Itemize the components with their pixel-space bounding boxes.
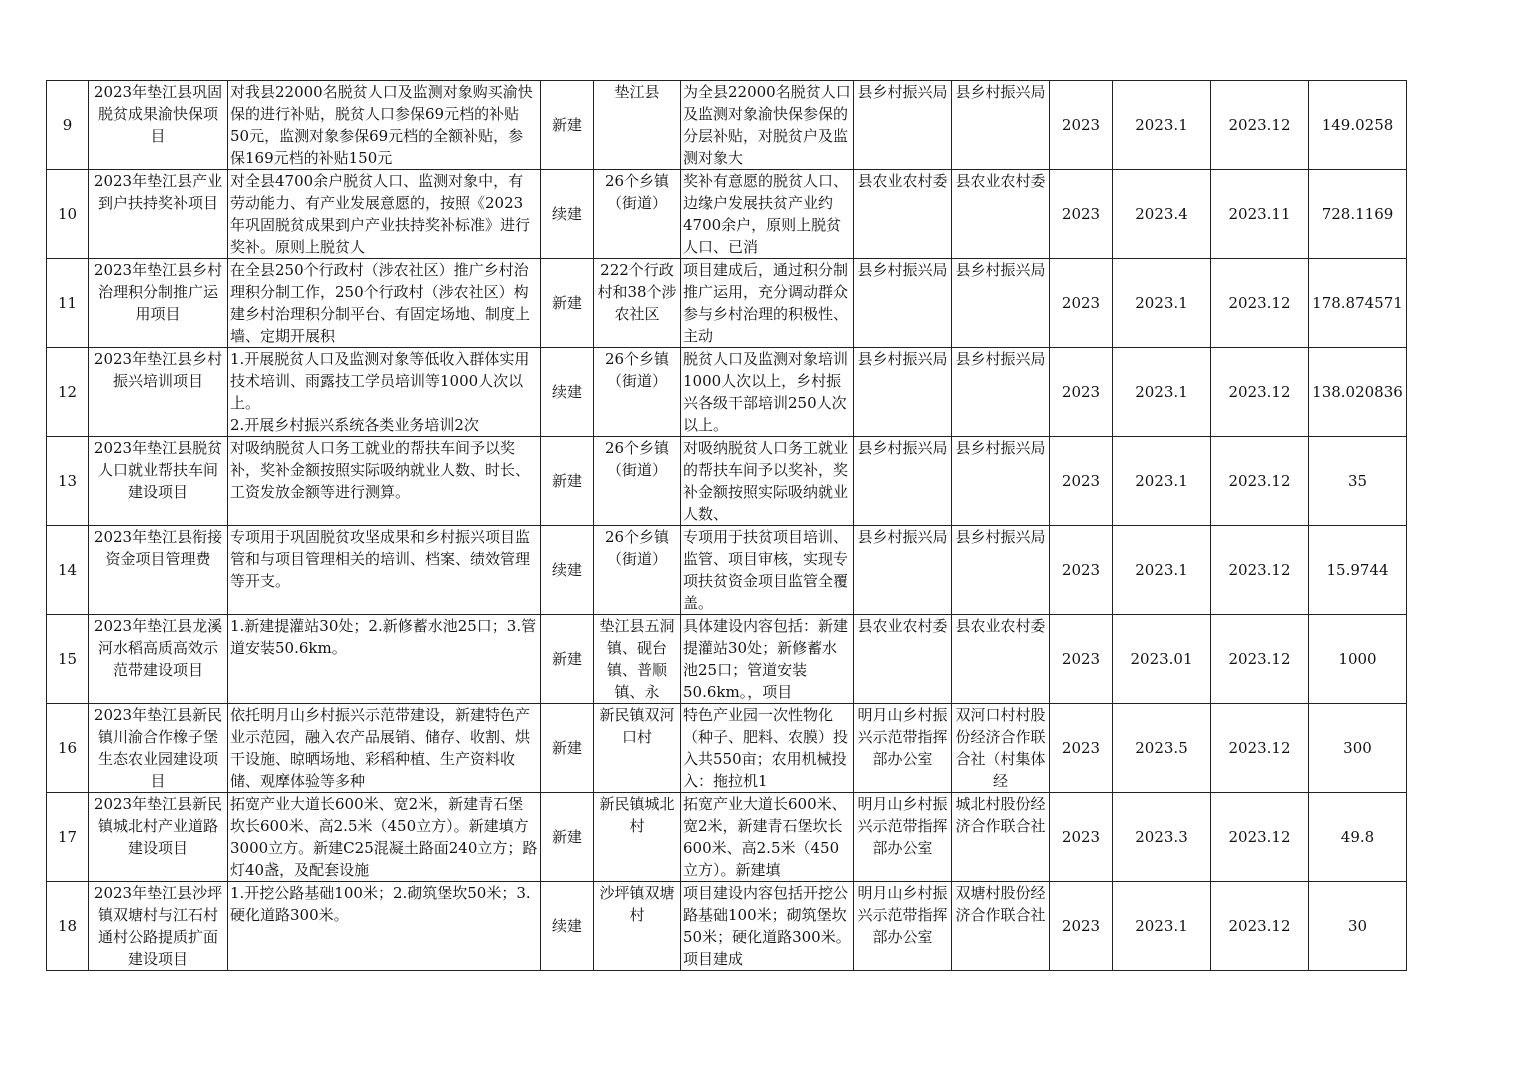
responsible-unit (854, 793, 952, 882)
row-number (47, 437, 89, 526)
project-name (89, 259, 228, 348)
cell-location: 新民镇城北村 (599, 795, 675, 835)
benefit-description (681, 793, 854, 882)
cell-benefit: 拓宽产业大道长600米、宽2米，新建青石堡坎长600米、高2.5米（450立方）。新建填 (683, 795, 847, 879)
cell-amount: 149.0258 (1321, 116, 1394, 134)
table-row (47, 259, 1407, 348)
cell-content: 对我县22000名脱贫人口及监测对象购买渝快保的进行补贴，脱贫人口参保69元档的补贴50元，监测对象参保69元档的全额补贴，参保169元档的补贴150元 (230, 83, 533, 167)
cell-type: 续建 (551, 383, 582, 401)
responsible-unit (854, 615, 952, 704)
cell-name: 2023年垫江县巩固脱贫成果渝快保项目 (93, 83, 223, 145)
cell-content: 对全县4700余户脱贫人口、监测对象中，有劳动能力、有产业发展意愿的，按照《2023年巩固脱贫成果到户产业扶持奖补标准》进行奖补。原则上脱贫人 (230, 172, 531, 256)
cell-start: 2023.1 (1135, 561, 1188, 579)
cell-amount: 30 (1347, 917, 1368, 935)
project-name (89, 615, 228, 704)
fund-amount (1309, 615, 1407, 704)
cell-end: 2023.12 (1228, 472, 1291, 490)
cell-year: 2023 (1061, 917, 1101, 935)
fund-amount (1309, 81, 1407, 170)
implementing-unit (952, 793, 1050, 882)
implementing-unit (952, 81, 1050, 170)
construction-content (228, 259, 541, 348)
cell-unit2: 县乡村振兴局 (955, 350, 1046, 368)
responsible-unit (854, 437, 952, 526)
cell-unit1: 明月山乡村振兴示范带指挥部办公室 (857, 884, 948, 946)
cell-year: 2023 (1061, 294, 1101, 312)
project-table (46, 80, 1407, 971)
table-row (47, 526, 1407, 615)
cell-amount: 1000 (1338, 650, 1377, 668)
responsible-unit (854, 526, 952, 615)
construction-content (228, 348, 541, 437)
cell-type: 新建 (551, 116, 582, 134)
cell-end: 2023.12 (1228, 383, 1291, 401)
project-name (89, 81, 228, 170)
cell-unit2: 双塘村股份经济合作联合社 (955, 884, 1046, 924)
cell-no: 11 (57, 294, 78, 312)
benefit-description (681, 170, 854, 259)
end-date (1211, 615, 1309, 704)
project-year (1050, 259, 1113, 348)
cell-end: 2023.12 (1228, 828, 1291, 846)
start-date (1113, 437, 1211, 526)
cell-end: 2023.11 (1228, 205, 1291, 223)
implementing-unit (952, 526, 1050, 615)
construction-type (541, 81, 594, 170)
start-date (1113, 615, 1211, 704)
cell-type: 新建 (551, 828, 582, 846)
cell-end: 2023.12 (1228, 917, 1291, 935)
cell-name: 2023年垫江县新民镇城北村产业道路建设项目 (93, 795, 223, 857)
project-location (594, 793, 681, 882)
cell-unit1: 县乡村振兴局 (857, 350, 948, 368)
implementing-unit (952, 348, 1050, 437)
cell-year: 2023 (1061, 828, 1101, 846)
cell-type: 新建 (551, 294, 582, 312)
fund-amount (1309, 259, 1407, 348)
project-location (594, 882, 681, 971)
end-date (1211, 882, 1309, 971)
cell-type: 续建 (551, 205, 582, 223)
cell-type: 新建 (551, 472, 582, 490)
construction-type (541, 348, 594, 437)
row-number (47, 348, 89, 437)
cell-location: 26个乡镇（街道） (604, 439, 670, 479)
cell-content: 1.开挖公路基础100米；2.砌筑堡坎50米；3.硬化道路300米。 (230, 884, 531, 924)
cell-unit1: 县农业农村委 (857, 617, 948, 635)
construction-content (228, 615, 541, 704)
project-name (89, 348, 228, 437)
cell-year: 2023 (1061, 383, 1101, 401)
implementing-unit (952, 704, 1050, 793)
project-name (89, 704, 228, 793)
project-name (89, 170, 228, 259)
cell-content: 在全县250个行政村（涉农社区）推广乡村治理积分制工作，250个行政村（涉农社区）构建乡村治理积分制平台、有固定场地、制度上墙、定期开展积 (230, 261, 531, 345)
cell-type: 续建 (551, 561, 582, 579)
cell-amount: 728.1169 (1321, 205, 1394, 223)
start-date (1113, 259, 1211, 348)
cell-content: 1.开展脱贫人口及监测对象等低收入群体实用技术培训、雨露技工学员培训等1000人次以上。 2.开展乡村振兴系统各类业务培训2次 (230, 350, 530, 434)
responsible-unit (854, 81, 952, 170)
cell-year: 2023 (1061, 116, 1101, 134)
benefit-description (681, 81, 854, 170)
project-location (594, 81, 681, 170)
construction-type (541, 259, 594, 348)
cell-end: 2023.12 (1228, 294, 1291, 312)
cell-end: 2023.12 (1228, 561, 1291, 579)
end-date (1211, 170, 1309, 259)
cell-name: 2023年垫江县衔接资金项目管理费 (93, 528, 223, 568)
cell-benefit: 项目建成后，通过积分制推广运用，充分调动群众参与乡村治理的积极性、主动 (683, 261, 849, 345)
table-row (47, 437, 1407, 526)
project-year (1050, 348, 1113, 437)
cell-unit2: 双河口村村股份经济合作联合社（村集体经 (955, 706, 1046, 790)
project-year (1050, 882, 1113, 971)
cell-start: 2023.01 (1130, 650, 1193, 668)
row-number (47, 882, 89, 971)
construction-type (541, 882, 594, 971)
start-date (1113, 348, 1211, 437)
cell-location: 新民镇双河口村 (599, 706, 675, 746)
cell-no: 15 (57, 650, 78, 668)
project-name (89, 882, 228, 971)
fund-amount (1309, 170, 1407, 259)
cell-unit2: 县农业农村委 (955, 172, 1046, 190)
cell-year: 2023 (1061, 739, 1101, 757)
start-date (1113, 704, 1211, 793)
cell-unit1: 县乡村振兴局 (857, 261, 948, 279)
table-row (47, 882, 1407, 971)
cell-start: 2023.4 (1135, 205, 1188, 223)
cell-end: 2023.12 (1228, 116, 1291, 134)
cell-benefit: 奖补有意愿的脱贫人口、边缘户发展扶贫产业约4700余户，原则上脱贫人口、已消 (683, 172, 849, 256)
project-year (1050, 615, 1113, 704)
benefit-description (681, 259, 854, 348)
cell-amount: 49.8 (1340, 828, 1375, 846)
cell-unit2: 县农业农村委 (955, 617, 1046, 635)
row-number (47, 793, 89, 882)
cell-benefit: 专项用于扶贫项目培训、监管、项目审核，实现专项扶贫资金项目监管全覆盖。 (683, 528, 849, 612)
row-number (47, 259, 89, 348)
table-row (47, 81, 1407, 170)
end-date (1211, 526, 1309, 615)
start-date (1113, 793, 1211, 882)
cell-type: 新建 (551, 739, 582, 757)
cell-content: 依托明月山乡村振兴示范带建设，新建特色产业示范园，融入农产品展销、储存、收割、烘干设施、晾晒场地、彩稻种植、生产资料收储、观摩体验等多种 (230, 706, 531, 790)
fund-amount (1309, 348, 1407, 437)
row-number (47, 704, 89, 793)
construction-content (228, 526, 541, 615)
cell-unit1: 县乡村振兴局 (857, 528, 948, 546)
fund-amount (1309, 526, 1407, 615)
row-number (47, 615, 89, 704)
cell-unit1: 明月山乡村振兴示范带指挥部办公室 (857, 706, 948, 768)
cell-amount: 178.874571 (1312, 294, 1403, 312)
project-name (89, 526, 228, 615)
responsible-unit (854, 704, 952, 793)
cell-year: 2023 (1061, 650, 1101, 668)
cell-no: 14 (57, 561, 78, 579)
construction-type (541, 615, 594, 704)
fund-amount (1309, 793, 1407, 882)
cell-name: 2023年垫江县产业到户扶持奖补项目 (93, 172, 223, 212)
table-row (47, 170, 1407, 259)
project-name (89, 437, 228, 526)
cell-benefit: 项目建设内容包括开挖公路基础100米；砌筑堡坎50米；硬化道路300米。项目建成 (683, 884, 851, 968)
cell-start: 2023.1 (1135, 383, 1188, 401)
cell-content: 拓宽产业大道长600米、宽2米，新建青石堡坎长600米、高2.5米（450立方）。新建填方3000立方。新建C25混凝土路面240立方；路灯40盏，及配套设施 (230, 795, 538, 879)
project-location (594, 615, 681, 704)
table-row (47, 793, 1407, 882)
end-date (1211, 704, 1309, 793)
table-row (47, 615, 1407, 704)
project-year (1050, 81, 1113, 170)
cell-benefit: 脱贫人口及监测对象培训1000人次以上，乡村振兴各级干部培训250人次以上。 (683, 350, 849, 434)
responsible-unit (854, 170, 952, 259)
implementing-unit (952, 437, 1050, 526)
construction-content (228, 81, 541, 170)
construction-content (228, 704, 541, 793)
cell-unit2: 县乡村振兴局 (955, 528, 1046, 546)
cell-unit2: 县乡村振兴局 (955, 83, 1046, 101)
table-row (47, 704, 1407, 793)
cell-name: 2023年垫江县沙坪镇双塘村与江石村通村公路提质扩面建设项目 (93, 884, 223, 968)
end-date (1211, 793, 1309, 882)
cell-unit2: 城北村股份经济合作联合社 (955, 795, 1046, 835)
cell-amount: 15.9744 (1326, 561, 1389, 579)
cell-content: 专项用于巩固脱贫攻坚成果和乡村振兴项目监管和与项目管理相关的培训、档案、绩效管理等开支。 (230, 528, 531, 590)
cell-benefit: 具体建设内容包括：新建提灌站30处；新修蓄水池25口；管道安装50.6km。，项目 (683, 617, 849, 701)
cell-name: 2023年垫江县龙溪河水稻高质高效示范带建设项目 (93, 617, 223, 679)
cell-start: 2023.1 (1135, 917, 1188, 935)
responsible-unit (854, 348, 952, 437)
cell-type: 续建 (551, 917, 582, 935)
construction-content (228, 437, 541, 526)
construction-type (541, 170, 594, 259)
cell-end: 2023.12 (1228, 650, 1291, 668)
construction-content (228, 882, 541, 971)
construction-content (228, 793, 541, 882)
cell-start: 2023.3 (1135, 828, 1188, 846)
row-number (47, 526, 89, 615)
cell-amount: 138.020836 (1312, 383, 1403, 401)
project-year (1050, 437, 1113, 526)
benefit-description (681, 437, 854, 526)
cell-location: 垫江县 (614, 83, 660, 101)
cell-no: 9 (62, 116, 73, 134)
start-date (1113, 882, 1211, 971)
cell-no: 13 (57, 472, 78, 490)
construction-type (541, 526, 594, 615)
cell-location: 沙坪镇双塘村 (599, 884, 675, 924)
cell-start: 2023.1 (1135, 472, 1188, 490)
cell-name: 2023年垫江县新民镇川渝合作橡子堡生态农业园建设项目 (93, 706, 223, 790)
project-location (594, 526, 681, 615)
cell-amount: 35 (1347, 472, 1368, 490)
cell-no: 16 (57, 739, 78, 757)
cell-name: 2023年垫江县乡村振兴培训项目 (93, 350, 223, 390)
cell-unit2: 县乡村振兴局 (955, 261, 1046, 279)
project-location (594, 170, 681, 259)
cell-end: 2023.12 (1228, 739, 1291, 757)
cell-name: 2023年垫江县脱贫人口就业帮扶车间建设项目 (93, 439, 223, 501)
cell-amount: 300 (1343, 739, 1372, 757)
table-row (47, 348, 1407, 437)
implementing-unit (952, 170, 1050, 259)
benefit-description (681, 615, 854, 704)
start-date (1113, 81, 1211, 170)
cell-location: 26个乡镇（街道） (604, 528, 670, 568)
cell-location: 222个行政村和38个涉农社区 (597, 261, 677, 323)
cell-unit1: 明月山乡村振兴示范带指挥部办公室 (857, 795, 948, 857)
cell-year: 2023 (1061, 561, 1101, 579)
project-location (594, 704, 681, 793)
fund-amount (1309, 882, 1407, 971)
fund-amount (1309, 704, 1407, 793)
cell-year: 2023 (1061, 472, 1101, 490)
project-year (1050, 170, 1113, 259)
start-date (1113, 170, 1211, 259)
cell-location: 26个乡镇（街道） (604, 172, 670, 212)
benefit-description (681, 526, 854, 615)
cell-year: 2023 (1061, 205, 1101, 223)
cell-start: 2023.1 (1135, 116, 1188, 134)
benefit-description (681, 704, 854, 793)
cell-unit1: 县乡村振兴局 (857, 83, 948, 101)
cell-no: 10 (57, 205, 78, 223)
implementing-unit (952, 882, 1050, 971)
cell-no: 17 (57, 828, 78, 846)
cell-content: 1.新建提灌站30处；2.新修蓄水池25口；3.管道安装50.6km。 (230, 617, 537, 657)
construction-type (541, 437, 594, 526)
cell-unit2: 县乡村振兴局 (955, 439, 1046, 457)
project-location (594, 348, 681, 437)
cell-benefit: 特色产业园一次性物化（种子、肥料、农膜）投入共550亩；农用机械投入：拖拉机1 (683, 706, 849, 790)
cell-benefit: 对吸纳脱贫人口务工就业的帮扶车间予以奖补，奖补金额按照实际吸纳就业人数、 (683, 439, 849, 523)
end-date (1211, 81, 1309, 170)
project-location (594, 437, 681, 526)
cell-start: 2023.1 (1135, 294, 1188, 312)
project-name (89, 793, 228, 882)
cell-content: 对吸纳脱贫人口务工就业的帮扶车间予以奖补，奖补金额按照实际吸纳就业人数、时长、工资发放金额等进行测算。 (230, 439, 531, 501)
implementing-unit (952, 259, 1050, 348)
responsible-unit (854, 882, 952, 971)
construction-type (541, 704, 594, 793)
project-year (1050, 704, 1113, 793)
responsible-unit (854, 259, 952, 348)
cell-start: 2023.5 (1135, 739, 1188, 757)
cell-location: 垫江县五洞镇、砚台镇、普顺镇、永 (599, 617, 675, 701)
construction-content (228, 170, 541, 259)
cell-type: 新建 (551, 650, 582, 668)
row-number (47, 170, 89, 259)
benefit-description (681, 882, 854, 971)
benefit-description (681, 348, 854, 437)
row-number (47, 81, 89, 170)
construction-type (541, 793, 594, 882)
cell-name: 2023年垫江县乡村治理积分制推广运用项目 (93, 261, 223, 323)
project-location (594, 259, 681, 348)
cell-no: 12 (57, 383, 78, 401)
project-year (1050, 526, 1113, 615)
cell-location: 26个乡镇（街道） (604, 350, 670, 390)
cell-unit1: 县农业农村委 (857, 172, 948, 190)
implementing-unit (952, 615, 1050, 704)
cell-no: 18 (57, 917, 78, 935)
start-date (1113, 526, 1211, 615)
cell-unit1: 县乡村振兴局 (857, 439, 948, 457)
cell-benefit: 为全县22000名脱贫人口及监测对象渝快保参保的分层补贴，对脱贫户及监测对象大 (683, 83, 851, 167)
end-date (1211, 259, 1309, 348)
end-date (1211, 437, 1309, 526)
fund-amount (1309, 437, 1407, 526)
table-body (47, 81, 1407, 971)
project-year (1050, 793, 1113, 882)
end-date (1211, 348, 1309, 437)
